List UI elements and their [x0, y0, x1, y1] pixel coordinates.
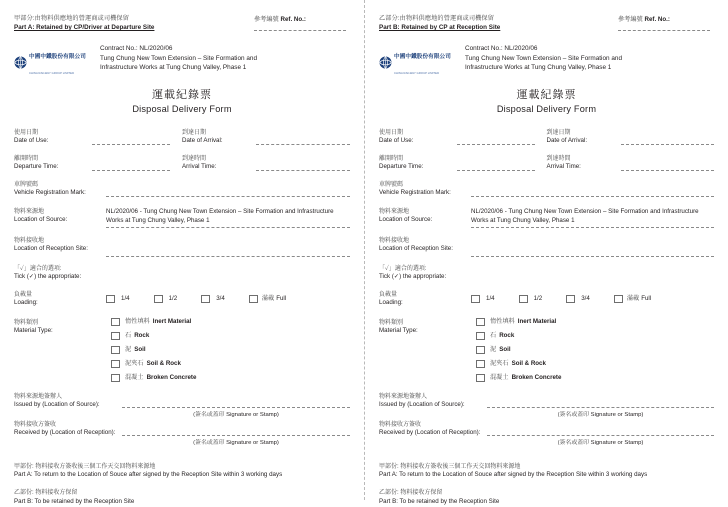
received-by-label: [379, 421, 487, 438]
material-option-soil[interactable]: [111, 346, 350, 354]
loading-option-full-en: Full: [641, 295, 652, 303]
loading-option-half[interactable]: [154, 295, 178, 303]
footer-note-part-a-en: Part A: To return to the Location of Souce after signed by the Reception Site within 3 working days: [379, 471, 648, 479]
received-by-signature-input[interactable]: [487, 435, 714, 436]
departure-time-label-en: Departure Time:: [14, 163, 59, 171]
company-name-en: CHINA RAILWAY GROUP LIMITED: [29, 72, 75, 75]
date-of-arrival-label-cn: 到達日期: [546, 130, 571, 136]
contract-no: Contract No.: NL/2020/06: [100, 45, 173, 52]
part-title-block: [379, 14, 594, 32]
material-option-broken-concrete-cn: 混凝土: [125, 373, 144, 381]
field-departure-time: [14, 155, 182, 172]
date-of-arrival-input[interactable]: [256, 144, 350, 145]
received-by-label: [14, 421, 122, 438]
tick-instruction-cn: 「✓」適合的選項:: [379, 265, 427, 272]
part-header: [379, 14, 714, 32]
departure-time-input[interactable]: [457, 170, 535, 171]
material-option-rock-label: [490, 332, 514, 340]
date-of-use-label-cn: 使用日期: [379, 130, 404, 136]
ref-no-block: [618, 14, 714, 31]
material-label: [379, 318, 471, 336]
tick-instruction-en: Tick (✓) the appropriate:: [379, 273, 447, 281]
checkbox-loading-full[interactable]: [614, 295, 623, 303]
material-option-soil-rock-label: [125, 360, 181, 368]
location-of-reception-input[interactable]: [106, 237, 350, 257]
part-title-block: [14, 14, 229, 32]
company-logo: [14, 44, 100, 78]
company-logo-text: [29, 46, 100, 78]
footer-note-part-b-cn: 乙部份: 物料接收方保留: [379, 490, 443, 497]
arrival-time-label: [547, 155, 615, 172]
date-of-arrival-label-en: Date of Arrival:: [546, 137, 588, 145]
company-logo-text: [394, 46, 465, 78]
material-option-inert-en: Inert Material: [517, 317, 557, 325]
contract-project-line1: Tung Chung New Town Extension – Site Formation and: [100, 54, 258, 62]
field-date-of-use: [14, 129, 182, 146]
material-label-cn: 物料類別: [379, 319, 404, 326]
logo-contract-row: [14, 44, 350, 78]
material-option-soil-rock-cn: 泥夾石: [490, 359, 509, 367]
form-fields: [379, 129, 714, 507]
departure-time-label-cn: 離開時間: [14, 156, 39, 162]
loading-option-full[interactable]: [249, 295, 286, 303]
material-option-rock[interactable]: [476, 332, 714, 340]
company-logo: [379, 44, 465, 78]
footer-notes: [14, 463, 350, 507]
location-of-source-label-en: Location of Source:: [14, 216, 68, 224]
ref-no-input-line[interactable]: [618, 30, 710, 31]
ref-no-label-cn: 參考編號: [618, 16, 643, 23]
arrival-time-label: [182, 155, 250, 172]
departure-time-label: [14, 155, 86, 172]
material-option-broken-concrete-en: Broken Concrete: [146, 373, 197, 381]
loading-label-cn: 負載量: [379, 291, 398, 298]
checkbox-loading-three-quarter[interactable]: [566, 295, 575, 303]
arrival-time-label-en: Arrival Time:: [546, 163, 581, 171]
company-name-cn: 中國中鐵股份有限公司: [29, 54, 86, 60]
ref-no-label-cn: 參考編號: [254, 16, 279, 23]
material-option-soil-rock[interactable]: [476, 360, 714, 368]
contract-info: [100, 44, 257, 73]
location-of-source-value: NL/2020/06 - Tung Chung New Town Extension – Site Formation and Infrastructure Works at Tung Chung Valley, Phase 1: [106, 207, 350, 228]
signature-section: [379, 393, 714, 449]
loading-option-half-en: 1/2: [533, 295, 543, 303]
material-option-soil-label: [490, 346, 511, 354]
checkbox-material-soil-rock[interactable]: [111, 360, 120, 368]
checkbox-loading-half[interactable]: [154, 295, 163, 303]
material-option-inert-label: [125, 318, 191, 326]
contract-project-line2: Infrastructure Works at Tung Chung Valley, Phase 1: [100, 64, 247, 72]
issued-by-label-en: Issued by (Location of Source):: [379, 401, 465, 409]
signature-received-by-row: [379, 421, 714, 438]
checkbox-material-rock[interactable]: [111, 332, 120, 340]
issued-by-label: [379, 393, 487, 410]
material-option-inert-en: Inert Material: [152, 317, 192, 325]
issued-by-caption-en: Signature or Stamp): [226, 411, 279, 418]
date-row: [379, 129, 714, 146]
material-option-rock-en: Rock: [134, 331, 150, 339]
footer-note-part-a-en: Part A: To return to the Location of Souce after signed by the Reception Site within 3 working days: [14, 471, 283, 479]
material-option-soil-cn: 泥: [125, 345, 132, 353]
checkbox-loading-full[interactable]: [249, 295, 258, 303]
location-of-source-value: NL/2020/06 - Tung Chung New Town Extension – Site Formation and Infrastructure Works at Tung Chung Valley, Phase 1: [471, 207, 714, 228]
ref-no-label: [254, 15, 350, 24]
form-panel-part-a: [0, 0, 364, 505]
loading-label: [379, 291, 471, 308]
field-date-of-use: [379, 129, 547, 146]
company-name-en: CHINA RAILWAY GROUP LIMITED: [394, 72, 440, 75]
material-option-rock-label: [125, 332, 149, 340]
tick-instruction-en: Tick (✓) the appropriate:: [14, 273, 82, 281]
loading-option-quarter-label: [484, 295, 495, 303]
field-arrival-time: [182, 155, 350, 172]
date-of-use-label: [379, 129, 451, 146]
date-row: [14, 129, 350, 146]
date-of-arrival-input[interactable]: [621, 144, 715, 145]
checkbox-material-broken-concrete[interactable]: [476, 374, 485, 382]
ref-no-input-line[interactable]: [254, 30, 346, 31]
time-row: [379, 155, 714, 172]
loading-option-three-quarter-en: 3/4: [216, 295, 225, 303]
contract-project-line2: Infrastructure Works at Tung Chung Valley, Phase 1: [465, 64, 612, 72]
loading-options: [106, 295, 350, 303]
checkbox-loading-quarter[interactable]: [471, 295, 480, 303]
material-option-inert-cn: 惰性填料: [125, 317, 150, 325]
received-by-signature-caption: [379, 438, 714, 449]
checkbox-loading-three-quarter[interactable]: [201, 295, 210, 303]
checkbox-loading-quarter[interactable]: [106, 295, 115, 303]
received-by-caption-en: Signature or Stamp): [226, 439, 279, 446]
date-of-use-input[interactable]: [457, 144, 535, 145]
received-by-label-cn: 物料接收方簽收: [379, 421, 422, 428]
loading-option-full-cn: 滿載: [626, 295, 640, 303]
checkbox-material-soil[interactable]: [476, 346, 485, 354]
checkbox-material-rock[interactable]: [476, 332, 485, 340]
vehicle-registration-label-cn: 車牌號碼: [14, 182, 39, 188]
checkbox-material-broken-concrete[interactable]: [111, 374, 120, 382]
part-title-en: Part B: Retained by CP at Reception Site: [379, 24, 501, 31]
material-option-soil-en: Soil: [134, 345, 146, 353]
material-options: [106, 318, 350, 382]
material-option-soil-en: Soil: [499, 345, 511, 353]
location-of-reception-label: [14, 237, 106, 254]
field-vehicle-registration: [379, 181, 714, 198]
checkbox-material-inert[interactable]: [111, 318, 120, 326]
material-option-soil-rock-cn: 泥夾石: [125, 359, 144, 367]
material-label-cn: 物料類別: [14, 319, 39, 326]
issued-by-caption-cn: (簽名或蓋印: [557, 411, 590, 418]
date-of-arrival-label-en: Date of Arrival:: [182, 137, 223, 145]
material-option-broken-concrete[interactable]: [476, 374, 714, 382]
contract-info: [465, 44, 622, 73]
date-of-arrival-label-cn: 到達日期: [182, 130, 207, 136]
field-location-of-reception: [379, 237, 714, 257]
arrival-time-label-cn: 到達時間: [182, 156, 207, 162]
vehicle-registration-label-en: Vehicle Registration Mark:: [14, 189, 86, 197]
material-options: [471, 318, 714, 382]
footer-note-part-b: [379, 489, 714, 506]
checkbox-material-soil[interactable]: [111, 346, 120, 354]
material-option-inert[interactable]: [476, 318, 714, 326]
globe-emblem-icon: [379, 56, 392, 69]
footer-note-part-b-cn: 乙部份: 物料接收方保留: [14, 490, 78, 497]
field-departure-time: [379, 155, 547, 172]
footer-note-part-b: [14, 489, 350, 506]
departure-time-label-cn: 離開時間: [379, 156, 404, 162]
received-by-signature-caption: [14, 438, 350, 449]
location-of-reception-label-en: Location of Reception Site:: [379, 245, 453, 253]
contract-project-line1: Tung Chung New Town Extension – Site Formation and: [465, 54, 623, 62]
loading-option-quarter-en: 1/4: [121, 295, 130, 303]
footer-note-part-a-cn: 甲部份: 物料接收方簽收後三個工作天交回物料來源地: [14, 463, 156, 470]
location-of-source-label-cn: 物料來源地: [379, 209, 410, 215]
material-option-inert-label: [490, 318, 556, 326]
loading-label-cn: 負載量: [14, 291, 33, 298]
material-section: [14, 318, 350, 382]
date-of-use-label: [14, 129, 86, 146]
loading-option-half-label: [532, 295, 543, 303]
loading-section: [14, 291, 350, 308]
received-by-label-en: Received by (Location of Reception):: [379, 429, 481, 437]
location-of-reception-label-cn: 物料接收地: [14, 237, 45, 244]
loading-option-quarter-label: [119, 295, 130, 303]
material-option-broken-concrete-label: [125, 374, 196, 382]
footer-note-part-b-en: Part B: To be retained by the Reception Site: [379, 497, 500, 505]
loading-option-half-en: 1/2: [168, 295, 178, 303]
logo-contract-row: [379, 44, 714, 78]
location-of-reception-label: [379, 237, 471, 254]
loading-option-full-label: [262, 295, 286, 303]
material-option-inert-cn: 惰性填料: [490, 317, 515, 325]
field-location-of-source: [379, 207, 714, 228]
issued-by-label-cn: 物料來源地簽辦人: [379, 393, 428, 400]
footer-note-part-a-cn: 甲部份: 物料接收方簽收後三個工作天交回物料來源地: [379, 463, 521, 470]
material-option-soil-label: [125, 346, 146, 354]
part-title-en: Part A: Retained by CP/Driver at Departure Site: [14, 24, 155, 31]
material-option-rock-en: Rock: [499, 331, 515, 339]
received-by-label-en: Received by (Location of Reception):: [14, 429, 116, 437]
date-of-use-input[interactable]: [92, 144, 170, 145]
loading-option-half[interactable]: [519, 295, 543, 303]
form-title: [379, 88, 714, 116]
departure-time-label-en: Departure Time:: [379, 163, 424, 171]
date-of-use-label-en: Date of Use:: [14, 137, 49, 145]
material-option-broken-concrete-cn: 混凝土: [490, 373, 509, 381]
globe-emblem-icon: [14, 56, 27, 69]
date-of-arrival-label: [547, 129, 615, 146]
ref-no-label: [618, 15, 714, 24]
form-panel-part-b: [364, 0, 728, 505]
field-location-of-reception: [14, 237, 350, 257]
signature-section: [14, 393, 350, 449]
signature-received-by-row: [14, 421, 350, 438]
material-option-broken-concrete-en: Broken Concrete: [511, 373, 562, 381]
received-by-caption-cn: (簽名或蓋印: [557, 439, 590, 446]
loading-label-en: Loading:: [379, 299, 403, 307]
footer-note-part-b-en: Part B: To be retained by the Reception Site: [14, 497, 135, 505]
loading-option-half-label: [167, 295, 178, 303]
location-of-source-label: [14, 207, 106, 225]
vehicle-registration-label: [14, 181, 106, 198]
field-location-of-source: [14, 207, 350, 228]
material-label: [14, 318, 106, 336]
ref-no-label-en: Ref. No.:: [644, 16, 670, 23]
location-of-source-label: [379, 207, 471, 225]
part-title-cn: 乙部分:由物料供應地的營運商或司機保留: [379, 15, 494, 22]
company-name-cn: 中國中鐵股份有限公司: [394, 54, 451, 60]
ref-no-block: [254, 14, 350, 31]
field-date-of-arrival: [182, 129, 350, 146]
location-of-source-label-cn: 物料來源地: [14, 209, 45, 215]
loading-option-three-quarter[interactable]: [566, 295, 590, 303]
material-option-soil[interactable]: [476, 346, 714, 354]
loading-label: [14, 291, 106, 308]
material-option-broken-concrete-label: [490, 374, 561, 382]
material-label-en: Material Type:: [379, 327, 418, 335]
issued-by-caption-en: Signature or Stamp): [590, 411, 644, 418]
ref-no-label-en: Ref. No.:: [280, 16, 306, 23]
vehicle-registration-label-cn: 車牌號碼: [379, 182, 404, 188]
form-fields: [14, 129, 350, 507]
arrival-time-label-cn: 到達時間: [546, 156, 571, 162]
issued-by-label-en: Issued by (Location of Source):: [14, 401, 100, 409]
received-by-signature-input[interactable]: [122, 435, 350, 436]
loading-option-three-quarter-en: 3/4: [581, 295, 590, 303]
loading-option-three-quarter-label: [214, 295, 225, 303]
material-option-rock-cn: 石: [125, 331, 132, 339]
tick-instruction-cn: 「✓」適合的選項:: [14, 265, 62, 272]
material-label-en: Material Type:: [14, 327, 53, 335]
departure-time-input[interactable]: [92, 170, 170, 171]
loading-option-quarter[interactable]: [471, 295, 495, 303]
tick-instruction: [14, 265, 350, 282]
departure-time-label: [379, 155, 451, 172]
material-option-broken-concrete[interactable]: [111, 374, 350, 382]
form-title: [14, 88, 350, 116]
field-vehicle-registration: [14, 181, 350, 198]
material-option-soil-rock-en: Soil & Rock: [146, 359, 181, 367]
loading-label-en: Loading:: [14, 299, 38, 307]
material-option-soil-rock[interactable]: [111, 360, 350, 368]
material-option-rock[interactable]: [111, 332, 350, 340]
issued-by-signature-input[interactable]: [122, 407, 350, 408]
issued-by-signature-input[interactable]: [487, 407, 714, 408]
loading-option-quarter[interactable]: [106, 295, 130, 303]
date-of-use-label-cn: 使用日期: [14, 130, 39, 136]
location-of-reception-input[interactable]: [471, 237, 714, 257]
location-of-reception-label-en: Location of Reception Site:: [14, 245, 88, 253]
signature-issued-by-row: [379, 393, 714, 410]
material-section: [379, 318, 714, 382]
issued-by-signature-caption: [379, 410, 714, 421]
checkbox-material-soil-rock[interactable]: [476, 360, 485, 368]
loading-option-full-label: [627, 295, 651, 303]
material-option-soil-rock-en: Soil & Rock: [511, 359, 546, 367]
material-option-soil-cn: 泥: [490, 345, 497, 353]
loading-options: [471, 295, 714, 303]
location-of-source-label-en: Location of Source:: [379, 216, 433, 224]
form-title-en: Disposal Delivery Form: [496, 104, 597, 114]
issued-by-signature-caption: [14, 410, 350, 421]
loading-option-full[interactable]: [614, 295, 651, 303]
loading-option-three-quarter-label: [579, 295, 590, 303]
material-option-inert[interactable]: [111, 318, 350, 326]
field-arrival-time: [547, 155, 715, 172]
vehicle-registration-label-en: Vehicle Registration Mark:: [379, 189, 451, 197]
footer-note-part-a: [379, 463, 714, 480]
vehicle-registration-input[interactable]: [471, 196, 714, 197]
footer-notes: [379, 463, 714, 507]
loading-option-full-en: Full: [276, 295, 287, 303]
date-of-arrival-label: [182, 129, 250, 146]
field-date-of-arrival: [547, 129, 715, 146]
form-title-cn: 運載紀錄票: [152, 89, 212, 101]
loading-section: [379, 291, 714, 308]
tick-instruction: [379, 265, 714, 282]
footer-note-part-a: [14, 463, 350, 480]
arrival-time-input[interactable]: [256, 170, 350, 171]
checkbox-material-inert[interactable]: [476, 318, 485, 326]
issued-by-label-cn: 物料來源地簽辦人: [14, 393, 63, 400]
location-of-reception-label-cn: 物料接收地: [379, 237, 410, 244]
vehicle-registration-label: [379, 181, 471, 198]
material-option-soil-rock-label: [490, 360, 546, 368]
contract-no: Contract No.: NL/2020/06: [465, 45, 538, 52]
received-by-label-cn: 物料接收方簽收: [14, 421, 57, 428]
received-by-caption-en: Signature or Stamp): [590, 439, 644, 446]
received-by-caption-cn: (簽名或蓋印: [193, 439, 225, 446]
form-title-cn: 運載紀錄票: [516, 89, 577, 101]
loading-option-quarter-en: 1/4: [486, 295, 495, 303]
form-title-en: Disposal Delivery Form: [132, 104, 232, 114]
issued-by-caption-cn: (簽名或蓋印: [193, 411, 225, 418]
checkbox-loading-half[interactable]: [519, 295, 528, 303]
time-row: [14, 155, 350, 172]
signature-issued-by-row: [14, 393, 350, 410]
loading-option-full-cn: 滿載: [261, 295, 275, 303]
material-option-rock-cn: 石: [490, 331, 497, 339]
arrival-time-input[interactable]: [621, 170, 715, 171]
part-title-cn: 甲部分:由物料供應地的營運商或司機保留: [14, 15, 129, 22]
date-of-use-label-en: Date of Use:: [379, 137, 414, 145]
loading-option-three-quarter[interactable]: [201, 295, 225, 303]
part-header: [14, 14, 350, 32]
arrival-time-label-en: Arrival Time:: [182, 163, 217, 171]
issued-by-label: [14, 393, 122, 410]
vehicle-registration-input[interactable]: [106, 196, 350, 197]
